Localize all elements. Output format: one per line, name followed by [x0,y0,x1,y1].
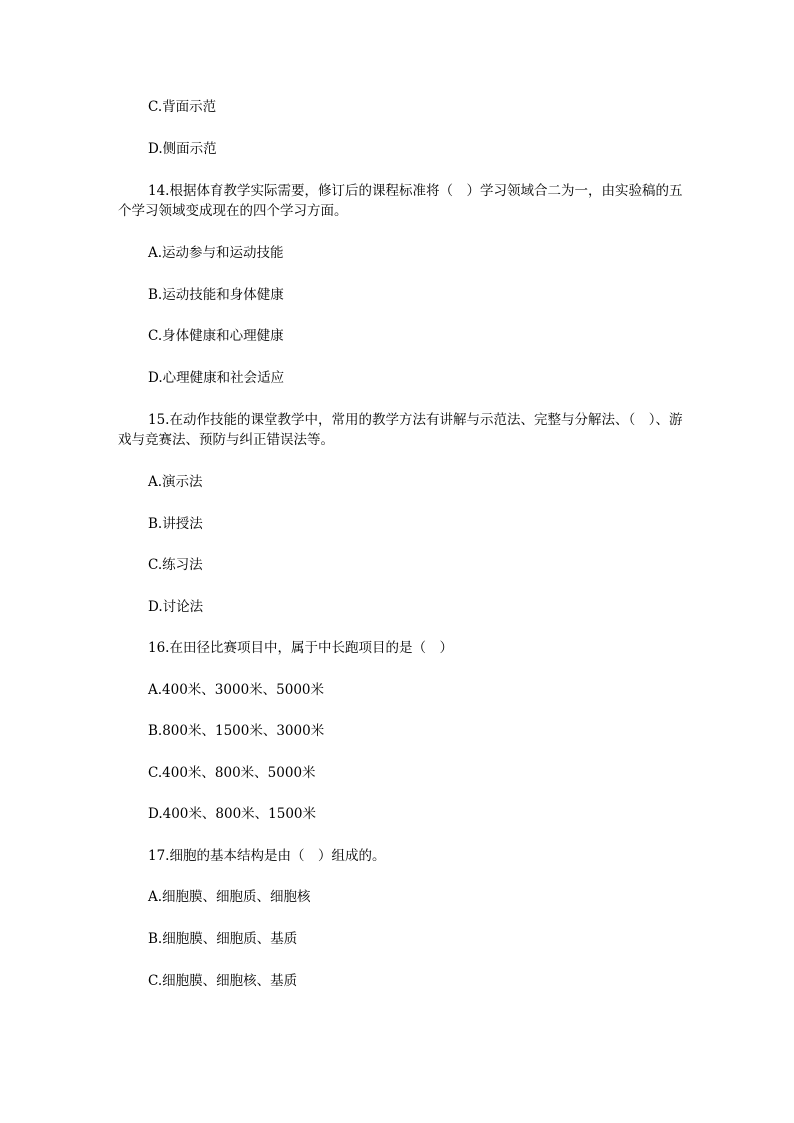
option-17-b: B.细胞膜、细胞质、基质 [148,931,298,947]
option-15-d: D.讨论法 [148,599,204,615]
option-13-d: D.侧面示范 [148,141,217,157]
option-15-b: B.讲授法 [148,516,203,532]
option-14-d: D.心理健康和社会适应 [148,370,285,386]
option-13-c: C.背面示范 [148,99,217,115]
question-17: 17.细胞的基本结构是由（ ）组成的。 [148,848,386,864]
option-15-c: C.练习法 [148,557,203,573]
question-16: 16.在田径比赛项目中，属于中长跑项目的是（ ） [148,640,453,656]
question-14: 14.根据体育教学实际需要，修订后的课程标准将（ ）学习领域合二为一，由实验稿的五个学习领域变成现在的四个学习方面。 [118,183,683,219]
option-17-a: A.细胞膜、细胞质、细胞核 [148,889,311,905]
option-14-a: A.运动参与和运动技能 [148,245,284,261]
option-15-a: A.演示法 [148,474,203,490]
question-15: 15.在动作技能的课堂教学中，常用的教学方法有讲解与示范法、完整与分解法、（ ）、游戏与竞赛法、预防与纠正错误法等。 [118,412,683,448]
option-16-d: D.400米、800米、1500米 [148,806,317,822]
option-16-b: B.800米、1500米、3000米 [148,723,325,739]
option-14-b: B.运动技能和身体健康 [148,287,284,303]
option-16-c: C.400米、800米、5000米 [148,765,316,781]
option-17-c: C.细胞膜、细胞核、基质 [148,973,298,989]
option-14-c: C.身体健康和心理健康 [148,328,284,344]
option-16-a: A.400米、3000米、5000米 [148,682,325,698]
